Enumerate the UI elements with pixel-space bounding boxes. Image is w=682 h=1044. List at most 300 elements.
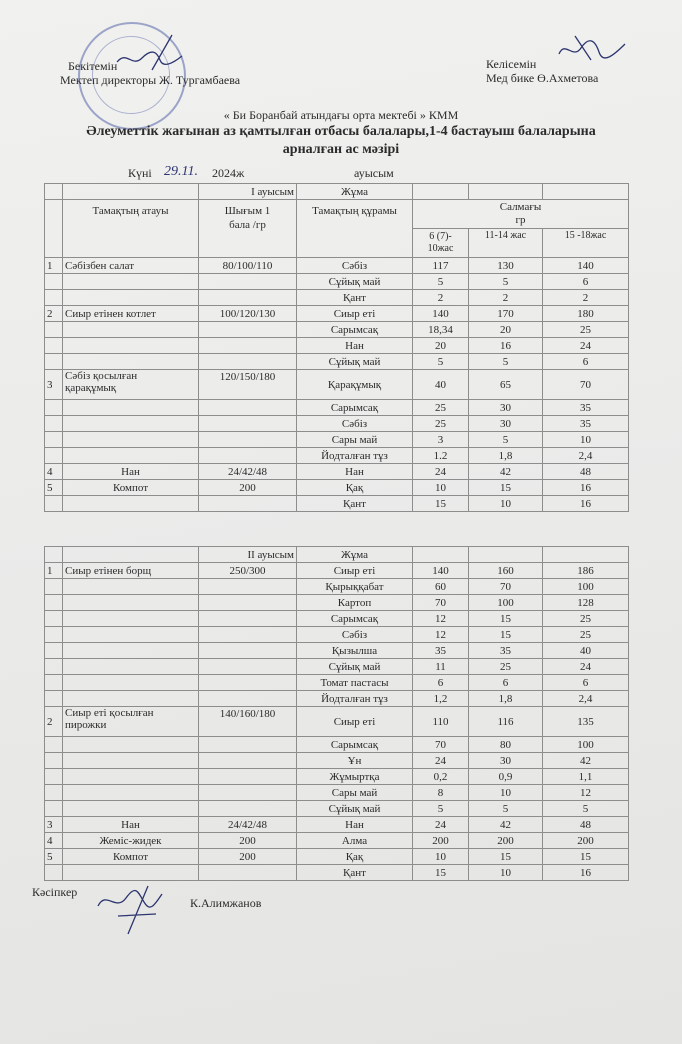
- weight-age-6-10: 200: [413, 833, 469, 849]
- ingredient-name: Сиыр еті: [297, 563, 413, 579]
- row-number: [45, 769, 63, 785]
- dish-output: 250/300: [199, 563, 297, 579]
- dish-name: [63, 753, 199, 769]
- weight-age-11-14: 30: [469, 416, 543, 432]
- weight-age-15-18: 128: [543, 595, 629, 611]
- weight-age-11-14: 30: [469, 753, 543, 769]
- dish-output: [199, 659, 297, 675]
- table1-header-row: [45, 200, 629, 229]
- dish-output: [199, 354, 297, 370]
- weight-age-15-18: 35: [543, 400, 629, 416]
- weight-age-6-10: 3: [413, 432, 469, 448]
- weight-age-6-10: 0,2: [413, 769, 469, 785]
- ingredient-name: Қақ: [297, 849, 413, 865]
- weight-age-15-18: 1,1: [543, 769, 629, 785]
- weight-age-11-14: 16: [469, 338, 543, 354]
- weight-age-6-10: 10: [413, 849, 469, 865]
- row-number: [45, 737, 63, 753]
- dish-output: 200: [199, 480, 297, 496]
- age-11-14: 11-14 жас: [469, 229, 543, 258]
- table-row: [45, 769, 629, 785]
- weight-age-6-10: 25: [413, 416, 469, 432]
- weight-age-15-18: 100: [543, 579, 629, 595]
- dish-output: [199, 675, 297, 691]
- menu-table-shift-2: [44, 546, 629, 881]
- approve-sub: Мектеп директоры Ж. Тургамбаева: [60, 73, 241, 87]
- row-number: [45, 801, 63, 817]
- table-row: [45, 753, 629, 769]
- weight-age-11-14: 10: [469, 865, 543, 881]
- ingredient-name: Картоп: [297, 595, 413, 611]
- weight-age-6-10: 15: [413, 865, 469, 881]
- table-row: [45, 290, 629, 306]
- dish-output: [199, 785, 297, 801]
- weight-age-15-18: 140: [543, 258, 629, 274]
- ingredient-name: Сарымсақ: [297, 400, 413, 416]
- weight-age-15-18: 48: [543, 817, 629, 833]
- table-row: [45, 675, 629, 691]
- weight-age-11-14: 0,9: [469, 769, 543, 785]
- ingredient-name: Қарақұмық: [297, 370, 413, 400]
- weight-age-11-14: 20: [469, 322, 543, 338]
- weight-age-11-14: 5: [469, 801, 543, 817]
- dish-output: [199, 737, 297, 753]
- ingredient-name: Нан: [297, 338, 413, 354]
- weight-age-11-14: 15: [469, 611, 543, 627]
- row-number: [45, 322, 63, 338]
- weight-age-6-10: 140: [413, 563, 469, 579]
- menu-table-shift-1: [44, 183, 629, 512]
- row-number: [45, 579, 63, 595]
- weight-age-11-14: 160: [469, 563, 543, 579]
- weight-age-11-14: 25: [469, 659, 543, 675]
- weight-age-11-14: 10: [469, 496, 543, 512]
- dish-output: [199, 432, 297, 448]
- weight-age-11-14: 15: [469, 627, 543, 643]
- dish-name: [63, 737, 199, 753]
- weight-age-11-14: 116: [469, 707, 543, 737]
- dish-name: Сиыр етінен борщ: [63, 563, 199, 579]
- dish-name: [63, 338, 199, 354]
- weight-age-6-10: 60: [413, 579, 469, 595]
- dish-output: 24/42/48: [199, 464, 297, 480]
- row-number: [45, 785, 63, 801]
- dish-name: [63, 322, 199, 338]
- dish-name: [63, 416, 199, 432]
- weight-age-15-18: 16: [543, 496, 629, 512]
- ingredient-name: Жұмыртқа: [297, 769, 413, 785]
- weight-age-11-14: 15: [469, 480, 543, 496]
- menu-title-line1: Әлеуметтік жағынан аз қамтылған отбасы балалары,1-4 бастауыш балаларына: [86, 124, 596, 139]
- shift-word: ауысым: [354, 166, 394, 180]
- weight-age-15-18: 15: [543, 849, 629, 865]
- col-header-composition: Тамақтың құрамы: [297, 200, 413, 258]
- weight-age-11-14: 15: [469, 849, 543, 865]
- row-number: 3: [45, 817, 63, 833]
- ingredient-name: Сиыр еті: [297, 306, 413, 322]
- weight-age-6-10: 110: [413, 707, 469, 737]
- ingredient-name: Нан: [297, 464, 413, 480]
- ingredient-name: Қызылша: [297, 643, 413, 659]
- dish-name: Компот: [63, 849, 199, 865]
- table-row: [45, 801, 629, 817]
- weight-age-15-18: 48: [543, 464, 629, 480]
- col-header-weight-1: Салмағы: [499, 201, 542, 213]
- weight-age-11-14: 5: [469, 354, 543, 370]
- weight-age-6-10: 5: [413, 354, 469, 370]
- dish-name: [63, 801, 199, 817]
- row-number: [45, 627, 63, 643]
- table2-day-label: Жұма: [297, 547, 413, 563]
- ingredient-name: Сарымсақ: [297, 611, 413, 627]
- row-number: [45, 753, 63, 769]
- weight-age-15-18: 100: [543, 737, 629, 753]
- dish-name: [63, 448, 199, 464]
- dish-output: [199, 801, 297, 817]
- row-number: 5: [45, 849, 63, 865]
- weight-age-11-14: 42: [469, 817, 543, 833]
- ingredient-name: Сиыр еті: [297, 707, 413, 737]
- table-row: [45, 274, 629, 290]
- weight-age-15-18: 12: [543, 785, 629, 801]
- weight-age-6-10: 24: [413, 753, 469, 769]
- footer-name: К.Алимжанов: [190, 896, 262, 910]
- table-row: [45, 354, 629, 370]
- weight-age-11-14: 65: [469, 370, 543, 400]
- row-number: [45, 290, 63, 306]
- table2-shift-label: II ауысым: [199, 547, 297, 563]
- weight-age-6-10: 10: [413, 480, 469, 496]
- dish-name: Сиыр етінен котлет: [63, 306, 199, 322]
- dish-name-line2: қарақұмық: [65, 382, 117, 394]
- weight-age-15-18: 6: [543, 354, 629, 370]
- weight-age-15-18: 24: [543, 338, 629, 354]
- dish-name: [63, 400, 199, 416]
- dish-name-line2: пирожки: [65, 719, 107, 731]
- dish-name: [63, 595, 199, 611]
- weight-age-6-10: 117: [413, 258, 469, 274]
- dish-name: [63, 627, 199, 643]
- weight-age-15-18: 16: [543, 865, 629, 881]
- dish-name: [63, 496, 199, 512]
- weight-age-11-14: 2: [469, 290, 543, 306]
- dish-name: [63, 370, 199, 400]
- dish-name: Нан: [63, 464, 199, 480]
- table-row: [45, 496, 629, 512]
- weight-age-6-10: 1.2: [413, 448, 469, 464]
- ingredient-name: Қант: [297, 865, 413, 881]
- row-number: 3: [45, 370, 63, 400]
- menu-title-line2: арналған ас мәзірі: [282, 142, 400, 157]
- table2-body: [45, 563, 629, 881]
- weight-age-15-18: 5: [543, 801, 629, 817]
- dish-output: 80/100/110: [199, 258, 297, 274]
- dish-output: 100/120/130: [199, 306, 297, 322]
- dish-name: [63, 785, 199, 801]
- dish-output: [199, 290, 297, 306]
- weight-age-11-14: 70: [469, 579, 543, 595]
- weight-age-11-14: 170: [469, 306, 543, 322]
- dish-name-line1: Сәбіз қосылған: [65, 370, 138, 382]
- ingredient-name: Томат пастасы: [297, 675, 413, 691]
- weight-age-15-18: 135: [543, 707, 629, 737]
- dish-output: 120/150/180: [199, 370, 297, 400]
- dish-name: [63, 769, 199, 785]
- row-number: [45, 432, 63, 448]
- ingredient-name: Сұйық май: [297, 801, 413, 817]
- row-number: [45, 659, 63, 675]
- dish-name: [63, 354, 199, 370]
- ingredient-name: Сары май: [297, 432, 413, 448]
- dish-output: [199, 496, 297, 512]
- ingredient-name: Йодталған тұз: [297, 448, 413, 464]
- row-number: [45, 338, 63, 354]
- dish-name: Сәбізбен салат: [63, 258, 199, 274]
- weight-age-15-18: 42: [543, 753, 629, 769]
- table1-body: [45, 258, 629, 512]
- dish-name: [63, 274, 199, 290]
- row-number: 1: [45, 563, 63, 579]
- row-number: [45, 448, 63, 464]
- dish-name: [63, 643, 199, 659]
- ingredient-name: Сарымсақ: [297, 737, 413, 753]
- weight-age-6-10: 20: [413, 338, 469, 354]
- table-row: [45, 338, 629, 354]
- table-row: [45, 480, 629, 496]
- dish-name: Нан: [63, 817, 199, 833]
- table-row: [45, 817, 629, 833]
- dish-output: [199, 595, 297, 611]
- approve-label: Бекітемін: [68, 59, 118, 73]
- weight-age-11-14: 10: [469, 785, 543, 801]
- dish-output: [199, 400, 297, 416]
- dish-output: [199, 448, 297, 464]
- dish-output: 200: [199, 833, 297, 849]
- row-number: [45, 675, 63, 691]
- table-row: [45, 865, 629, 881]
- weight-age-15-18: 2,4: [543, 448, 629, 464]
- dish-output: 24/42/48: [199, 817, 297, 833]
- weight-age-11-14: 200: [469, 833, 543, 849]
- age-15-18: 15 -18жас: [543, 229, 629, 258]
- table-row: [45, 659, 629, 675]
- row-number: [45, 643, 63, 659]
- row-number: 5: [45, 480, 63, 496]
- weight-age-15-18: 6: [543, 675, 629, 691]
- dish-name-line1: Сиыр еті қосылған: [65, 707, 154, 719]
- weight-age-15-18: 200: [543, 833, 629, 849]
- ingredient-name: Қырыққабат: [297, 579, 413, 595]
- weight-age-15-18: 6: [543, 274, 629, 290]
- table1-day-label: Жұма: [297, 184, 413, 200]
- weight-age-6-10: 8: [413, 785, 469, 801]
- table-row: [45, 464, 629, 480]
- weight-age-11-14: 5: [469, 432, 543, 448]
- dish-output: [199, 274, 297, 290]
- dish-name: Компот: [63, 480, 199, 496]
- row-number: [45, 865, 63, 881]
- ingredient-name: Сәбіз: [297, 627, 413, 643]
- row-number: [45, 416, 63, 432]
- weight-age-15-18: 35: [543, 416, 629, 432]
- weight-age-6-10: 2: [413, 290, 469, 306]
- table-row: [45, 611, 629, 627]
- weight-age-6-10: 18,34: [413, 322, 469, 338]
- weight-age-11-14: 30: [469, 400, 543, 416]
- weight-age-15-18: 25: [543, 322, 629, 338]
- date-suffix: 2024ж: [212, 166, 245, 180]
- row-number: [45, 496, 63, 512]
- table-row: [45, 563, 629, 579]
- nurse-signature-icon: [555, 30, 635, 66]
- weight-age-11-14: 1,8: [469, 691, 543, 707]
- row-number: 2: [45, 707, 63, 737]
- dish-output: 140/160/180: [199, 707, 297, 737]
- weight-age-15-18: 2,4: [543, 691, 629, 707]
- weight-age-6-10: 6: [413, 675, 469, 691]
- col-header-dish: Тамақтың атауы: [63, 200, 199, 258]
- weight-age-6-10: 25: [413, 400, 469, 416]
- agree-sub: Мед бике Ө.Ахметова: [486, 71, 599, 85]
- table-row: [45, 707, 629, 737]
- table2-shift-row: [45, 547, 629, 563]
- dish-name: [63, 579, 199, 595]
- ingredient-name: Сарымсақ: [297, 322, 413, 338]
- ingredient-name: Ұн: [297, 753, 413, 769]
- agree-label: Келісемін: [486, 57, 537, 71]
- ingredient-name: Сәбіз: [297, 416, 413, 432]
- table-row: [45, 432, 629, 448]
- weight-age-11-14: 5: [469, 274, 543, 290]
- table-row: [45, 448, 629, 464]
- weight-age-11-14: 1,8: [469, 448, 543, 464]
- weight-age-15-18: 10: [543, 432, 629, 448]
- dish-output: 200: [199, 849, 297, 865]
- table-row: [45, 849, 629, 865]
- row-number: 2: [45, 306, 63, 322]
- row-number: 1: [45, 258, 63, 274]
- weight-age-15-18: 25: [543, 627, 629, 643]
- date-prefix: Күні: [128, 166, 152, 180]
- ingredient-name: Нан: [297, 817, 413, 833]
- ingredient-name: Қақ: [297, 480, 413, 496]
- dish-name: [63, 290, 199, 306]
- table-row: [45, 691, 629, 707]
- row-number: [45, 611, 63, 627]
- dish-output: [199, 416, 297, 432]
- row-number: [45, 274, 63, 290]
- row-number: [45, 354, 63, 370]
- age-6-10-line1: 6 (7)-: [429, 231, 452, 242]
- row-number: [45, 691, 63, 707]
- table-row: [45, 370, 629, 400]
- weight-age-6-10: 5: [413, 274, 469, 290]
- table-row: [45, 627, 629, 643]
- footer-role: Кәсіпкер: [32, 885, 78, 899]
- row-number: [45, 400, 63, 416]
- weight-age-15-18: 70: [543, 370, 629, 400]
- table-row: [45, 579, 629, 595]
- table-row: [45, 643, 629, 659]
- col-header-output-1: Шығым 1: [224, 205, 271, 217]
- weight-age-11-14: 130: [469, 258, 543, 274]
- dish-name: [63, 611, 199, 627]
- date-value: 29.11.: [164, 164, 198, 179]
- ingredient-name: Қант: [297, 290, 413, 306]
- school-name: « Би Боранбай атындағы орта мектебі » КММ: [223, 108, 459, 122]
- age-6-10-line2: 10жас: [427, 243, 454, 254]
- ingredient-name: Қант: [297, 496, 413, 512]
- col-header-weight-2: гр: [515, 214, 526, 226]
- weight-age-6-10: 11: [413, 659, 469, 675]
- dish-output: [199, 611, 297, 627]
- weight-age-6-10: 24: [413, 817, 469, 833]
- ingredient-name: Алма: [297, 833, 413, 849]
- dish-output: [199, 643, 297, 659]
- ingredient-name: Сары май: [297, 785, 413, 801]
- table-row: [45, 833, 629, 849]
- dish-name: [63, 707, 199, 737]
- weight-age-6-10: 24: [413, 464, 469, 480]
- row-number: 4: [45, 833, 63, 849]
- table1-shift-label: I ауысым: [199, 184, 297, 200]
- weight-age-6-10: 35: [413, 643, 469, 659]
- ingredient-name: Сұйық май: [297, 274, 413, 290]
- weight-age-6-10: 12: [413, 611, 469, 627]
- dish-output: [199, 865, 297, 881]
- weight-age-11-14: 100: [469, 595, 543, 611]
- weight-age-15-18: 25: [543, 611, 629, 627]
- table-row: [45, 258, 629, 274]
- ingredient-name: Сәбіз: [297, 258, 413, 274]
- table1-shift-row: [45, 184, 629, 200]
- ingredient-name: Сұйық май: [297, 659, 413, 675]
- dish-output: [199, 322, 297, 338]
- weight-age-15-18: 180: [543, 306, 629, 322]
- weight-age-15-18: 16: [543, 480, 629, 496]
- dish-name: [63, 865, 199, 881]
- weight-age-11-14: 6: [469, 675, 543, 691]
- table-row: [45, 737, 629, 753]
- weight-age-15-18: 40: [543, 643, 629, 659]
- weight-age-11-14: 80: [469, 737, 543, 753]
- weight-age-15-18: 186: [543, 563, 629, 579]
- weight-age-11-14: 35: [469, 643, 543, 659]
- weight-age-6-10: 70: [413, 737, 469, 753]
- weight-age-11-14: 42: [469, 464, 543, 480]
- table-row: [45, 306, 629, 322]
- weight-age-6-10: 140: [413, 306, 469, 322]
- weight-age-6-10: 12: [413, 627, 469, 643]
- row-number: [45, 595, 63, 611]
- weight-age-6-10: 1,2: [413, 691, 469, 707]
- dish-output: [199, 753, 297, 769]
- dish-name: [63, 432, 199, 448]
- dish-output: [199, 769, 297, 785]
- weight-age-15-18: 2: [543, 290, 629, 306]
- entrepreneur-signature-icon: [92, 876, 172, 936]
- table-row: [45, 416, 629, 432]
- col-header-output-2: бала /гр: [229, 219, 266, 231]
- weight-age-15-18: 24: [543, 659, 629, 675]
- weight-age-6-10: 5: [413, 801, 469, 817]
- table-row: [45, 785, 629, 801]
- table-row: [45, 595, 629, 611]
- dish-name: [63, 659, 199, 675]
- table-row: [45, 322, 629, 338]
- dish-output: [199, 338, 297, 354]
- ingredient-name: Йодталған тұз: [297, 691, 413, 707]
